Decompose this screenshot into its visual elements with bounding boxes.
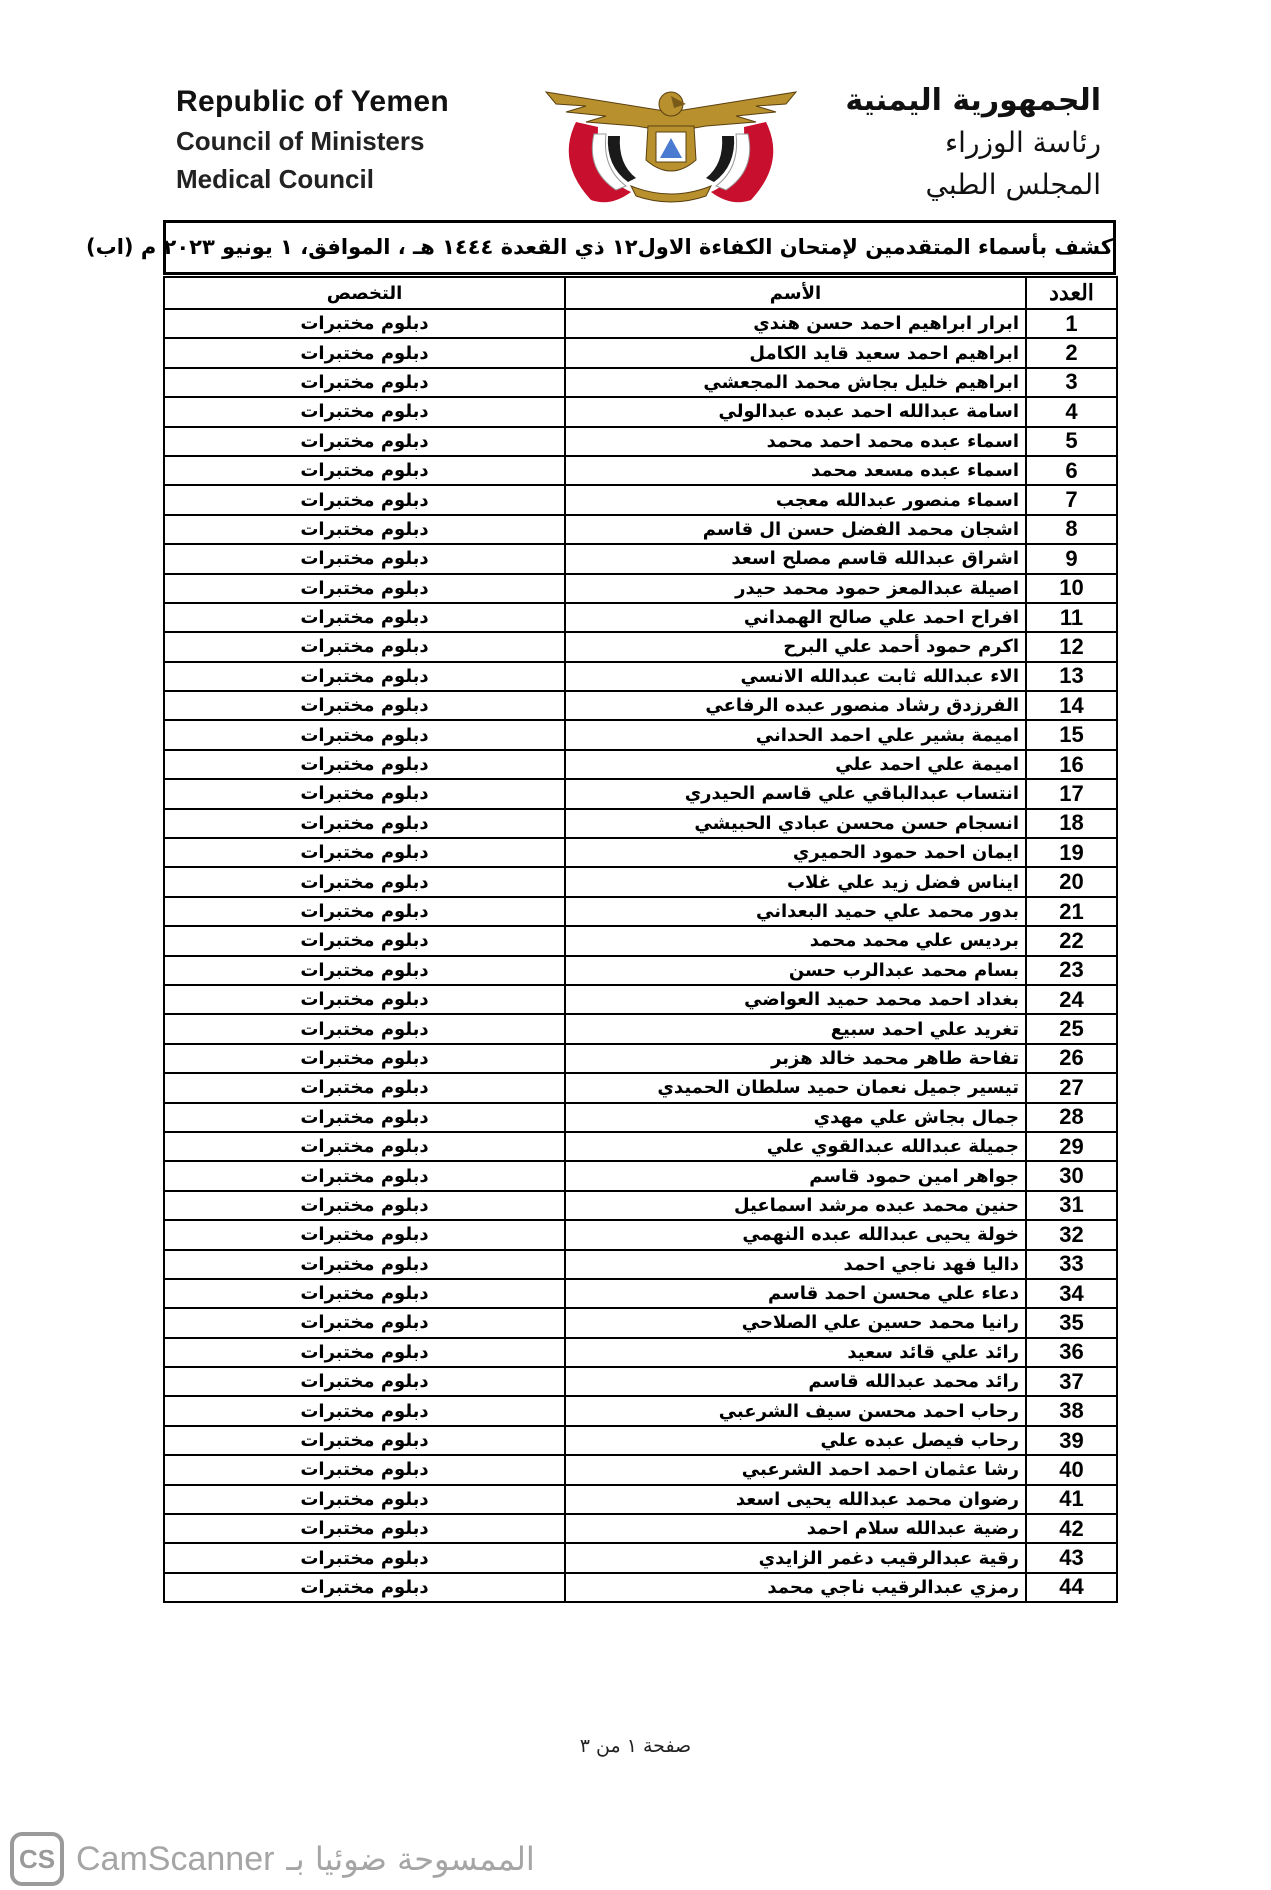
row-name: بغداد احمد محمد حميد العواضي [565,985,1026,1014]
row-number: 30 [1026,1161,1117,1190]
table-row [164,603,1117,632]
row-specialty: دبلوم مختبرات [164,691,565,720]
row-name: داليا فهد ناجي احمد [565,1250,1026,1279]
row-name: اصيلة عبدالمعز حمود محمد حيدر [565,574,1026,603]
row-specialty: دبلوم مختبرات [164,838,565,867]
row-specialty: دبلوم مختبرات [164,1014,565,1043]
table-row [164,809,1117,838]
row-name: رشا عثمان احمد احمد الشرعبي [565,1455,1026,1484]
table-row [164,750,1117,779]
row-number: 3 [1026,368,1117,397]
table-row [164,1073,1117,1102]
row-name: انسجام حسن محسن عبادي الحبيشي [565,809,1026,838]
row-number: 6 [1026,456,1117,485]
row-name: تغريد علي احمد سبيع [565,1014,1026,1043]
row-specialty: دبلوم مختبرات [164,985,565,1014]
watermark-brand: CamScanner [76,1839,275,1878]
row-name: الاء عبدالله ثابت عبدالله الانسي [565,662,1026,691]
row-specialty: دبلوم مختبرات [164,1132,565,1161]
row-number: 39 [1026,1426,1117,1455]
row-name: الفرزدق رشاد منصور عبده الرفاعي [565,691,1026,720]
header-english [176,82,556,198]
row-specialty: دبلوم مختبرات [164,1308,565,1337]
row-specialty: دبلوم مختبرات [164,750,565,779]
row-number: 14 [1026,691,1117,720]
row-specialty: دبلوم مختبرات [164,662,565,691]
row-specialty: دبلوم مختبرات [164,1191,565,1220]
table-row [164,1543,1117,1572]
row-number: 22 [1026,926,1117,955]
row-number: 33 [1026,1250,1117,1279]
row-name: بدور محمد علي حميد البعداني [565,897,1026,926]
row-number: 40 [1026,1455,1117,1484]
header-en-line-3: Medical Council [176,164,374,194]
row-specialty: دبلوم مختبرات [164,1073,565,1102]
camscanner-logo-icon: CS [10,1832,64,1886]
row-name: ايناس فضل زيد علي غلاب [565,867,1026,896]
row-number: 13 [1026,662,1117,691]
table-row [164,1279,1117,1308]
table-row [164,1014,1117,1043]
row-specialty: دبلوم مختبرات [164,1455,565,1484]
row-specialty: دبلوم مختبرات [164,427,565,456]
row-number: 18 [1026,809,1117,838]
row-name: تيسير جميل نعمان حميد سلطان الحميدي [565,1073,1026,1102]
table-row [164,1161,1117,1190]
row-specialty: دبلوم مختبرات [164,1161,565,1190]
table-row [164,1103,1117,1132]
row-specialty: دبلوم مختبرات [164,456,565,485]
row-name: دعاء علي محسن احمد قاسم [565,1279,1026,1308]
row-name: اكرم حمود أحمد علي البرح [565,632,1026,661]
row-number: 27 [1026,1073,1117,1102]
row-number: 31 [1026,1191,1117,1220]
row-name: اميمة علي احمد علي [565,750,1026,779]
row-number: 15 [1026,720,1117,749]
table-row [164,456,1117,485]
row-name: رانيا محمد حسين علي الصلاحي [565,1308,1026,1337]
row-specialty: دبلوم مختبرات [164,1220,565,1249]
row-name: خولة يحيى عبدالله عبده النهمي [565,1220,1026,1249]
table-row [164,544,1117,573]
row-specialty: دبلوم مختبرات [164,720,565,749]
row-name: اسماء منصور عبدالله معجب [565,485,1026,514]
row-number: 29 [1026,1132,1117,1161]
row-name: جواهر امين حمود قاسم [565,1161,1026,1190]
row-number: 10 [1026,574,1117,603]
row-specialty: دبلوم مختبرات [164,956,565,985]
row-number: 43 [1026,1543,1117,1572]
header-arabic [781,80,1101,206]
row-number: 1 [1026,309,1117,338]
row-number: 20 [1026,867,1117,896]
row-specialty: دبلوم مختبرات [164,897,565,926]
row-name: انتساب عبدالباقي علي قاسم الحيدري [565,779,1026,808]
row-number: 21 [1026,897,1117,926]
row-number: 41 [1026,1485,1117,1514]
table-row [164,1338,1117,1367]
row-number: 32 [1026,1220,1117,1249]
row-specialty: دبلوم مختبرات [164,397,565,426]
row-specialty: دبلوم مختبرات [164,485,565,514]
row-number: 9 [1026,544,1117,573]
table-row [164,1426,1117,1455]
header-name: الأسم [565,277,1026,309]
row-name: اشراق عبدالله قاسم مصلح اسعد [565,544,1026,573]
table-row [164,1514,1117,1543]
row-name: تفاحة طاهر محمد خالد هزبر [565,1044,1026,1073]
row-number: 8 [1026,515,1117,544]
row-specialty: دبلوم مختبرات [164,1426,565,1455]
table-row [164,485,1117,514]
row-specialty: دبلوم مختبرات [164,515,565,544]
watermark-arabic: الممسوحة ضوئيا بـ [286,1840,535,1878]
row-number: 42 [1026,1514,1117,1543]
row-number: 5 [1026,427,1117,456]
row-name: رائد علي قائد سعيد [565,1338,1026,1367]
row-number: 4 [1026,397,1117,426]
row-number: 25 [1026,1014,1117,1043]
header-ar-line-2: رئاسة الوزراء [945,126,1101,159]
row-name: رضوان محمد عبدالله يحيى اسعد [565,1485,1026,1514]
row-number: 16 [1026,750,1117,779]
row-number: 36 [1026,1338,1117,1367]
row-specialty: دبلوم مختبرات [164,368,565,397]
table-row [164,309,1117,338]
applicants-table [163,276,1118,1603]
row-number: 38 [1026,1396,1117,1425]
row-number: 19 [1026,838,1117,867]
row-specialty: دبلوم مختبرات [164,309,565,338]
table-row [164,956,1117,985]
row-name: برديس علي محمد محمد [565,926,1026,955]
row-name: جميلة عبدالله عبدالقوي علي [565,1132,1026,1161]
table-row [164,1191,1117,1220]
row-specialty: دبلوم مختبرات [164,867,565,896]
row-name: رائد محمد عبدالله قاسم [565,1367,1026,1396]
row-name: رضية عبدالله سلام احمد [565,1514,1026,1543]
camscanner-watermark [10,1828,535,1890]
row-number: 34 [1026,1279,1117,1308]
table-row [164,662,1117,691]
table-body [164,309,1117,1602]
row-specialty: دبلوم مختبرات [164,1279,565,1308]
row-specialty: دبلوم مختبرات [164,1514,565,1543]
row-number: 12 [1026,632,1117,661]
row-number: 28 [1026,1103,1117,1132]
table-row [164,691,1117,720]
table-row [164,1367,1117,1396]
row-specialty: دبلوم مختبرات [164,1103,565,1132]
row-specialty: دبلوم مختبرات [164,632,565,661]
table-row [164,867,1117,896]
row-name: رحاب احمد محسن سيف الشرعبي [565,1396,1026,1425]
row-specialty: دبلوم مختبرات [164,809,565,838]
table-row [164,427,1117,456]
table-row [164,897,1117,926]
table-row [164,1250,1117,1279]
table-header-row [164,277,1117,309]
row-name: رقية عبدالرقيب دغمر الزايدي [565,1543,1026,1572]
table-row [164,1573,1117,1602]
header-en-line-1: Republic of Yemen [176,85,449,118]
row-number: 35 [1026,1308,1117,1337]
table-row [164,1455,1117,1484]
row-specialty: دبلوم مختبرات [164,1396,565,1425]
row-specialty: دبلوم مختبرات [164,1367,565,1396]
document-title: كشف بأسماء المتقدمين لإمتحان الكفاءة الاول١٢ ذي القعدة ١٤٤٤ هـ ، الموافق، ١ يونيو ٢٠٢٣ م (اب) [163,220,1116,275]
row-number: 23 [1026,956,1117,985]
table-row [164,515,1117,544]
row-specialty: دبلوم مختبرات [164,603,565,632]
table-row [164,368,1117,397]
header-number: العدد [1026,277,1117,309]
table-row [164,1308,1117,1337]
table-row [164,632,1117,661]
table-row [164,838,1117,867]
row-name: بسام محمد عبدالرب حسن [565,956,1026,985]
row-number: 11 [1026,603,1117,632]
row-name: رحاب فيصل عبده علي [565,1426,1026,1455]
row-name: اميمة بشير علي احمد الحداني [565,720,1026,749]
row-name: افراح احمد علي صالح الهمداني [565,603,1026,632]
table-row [164,1396,1117,1425]
row-name: حنين محمد عبده مرشد اسماعيل [565,1191,1026,1220]
table-row [164,1044,1117,1073]
table-row [164,338,1117,367]
row-number: 24 [1026,985,1117,1014]
row-name: جمال بجاش علي مهدي [565,1103,1026,1132]
row-name: ابراهيم احمد سعيد قايد الكامل [565,338,1026,367]
table-row [164,397,1117,426]
row-number: 37 [1026,1367,1117,1396]
row-name: اسماء عبده محمد احمد محمد [565,427,1026,456]
row-specialty: دبلوم مختبرات [164,1044,565,1073]
table-row [164,574,1117,603]
row-name: اشجان محمد الفضل حسن ال قاسم [565,515,1026,544]
table-row [164,720,1117,749]
row-number: 7 [1026,485,1117,514]
row-specialty: دبلوم مختبرات [164,926,565,955]
row-number: 17 [1026,779,1117,808]
row-name: رمزي عبدالرقيب ناجي محمد [565,1573,1026,1602]
row-number: 26 [1026,1044,1117,1073]
row-specialty: دبلوم مختبرات [164,338,565,367]
row-specialty: دبلوم مختبرات [164,1573,565,1602]
row-specialty: دبلوم مختبرات [164,779,565,808]
header-en-line-2: Council of Ministers [176,126,425,156]
yemen-eagle-emblem-icon [536,82,806,210]
row-name: ابراهيم خليل بجاش محمد المجعشي [565,368,1026,397]
row-name: ابرار ابراهيم احمد حسن هندي [565,309,1026,338]
row-name: ايمان احمد حمود الحميري [565,838,1026,867]
row-name: اسامة عبدالله احمد عبده عبدالولي [565,397,1026,426]
row-specialty: دبلوم مختبرات [164,574,565,603]
table-row [164,985,1117,1014]
row-specialty: دبلوم مختبرات [164,1338,565,1367]
header-ar-line-1: الجمهورية اليمنية [845,83,1101,118]
table-row [164,1220,1117,1249]
header-specialty: التخصص [164,277,565,309]
row-specialty: دبلوم مختبرات [164,1485,565,1514]
table-row [164,779,1117,808]
row-number: 2 [1026,338,1117,367]
header-ar-line-3: المجلس الطبي [925,168,1101,201]
table-row [164,1132,1117,1161]
table-row [164,926,1117,955]
row-specialty: دبلوم مختبرات [164,1543,565,1572]
table-row [164,1485,1117,1514]
row-number: 44 [1026,1573,1117,1602]
row-specialty: دبلوم مختبرات [164,1250,565,1279]
row-name: اسماء عبده مسعد محمد [565,456,1026,485]
row-specialty: دبلوم مختبرات [164,544,565,573]
page-number: صفحة ١ من ٣ [579,1735,692,1757]
